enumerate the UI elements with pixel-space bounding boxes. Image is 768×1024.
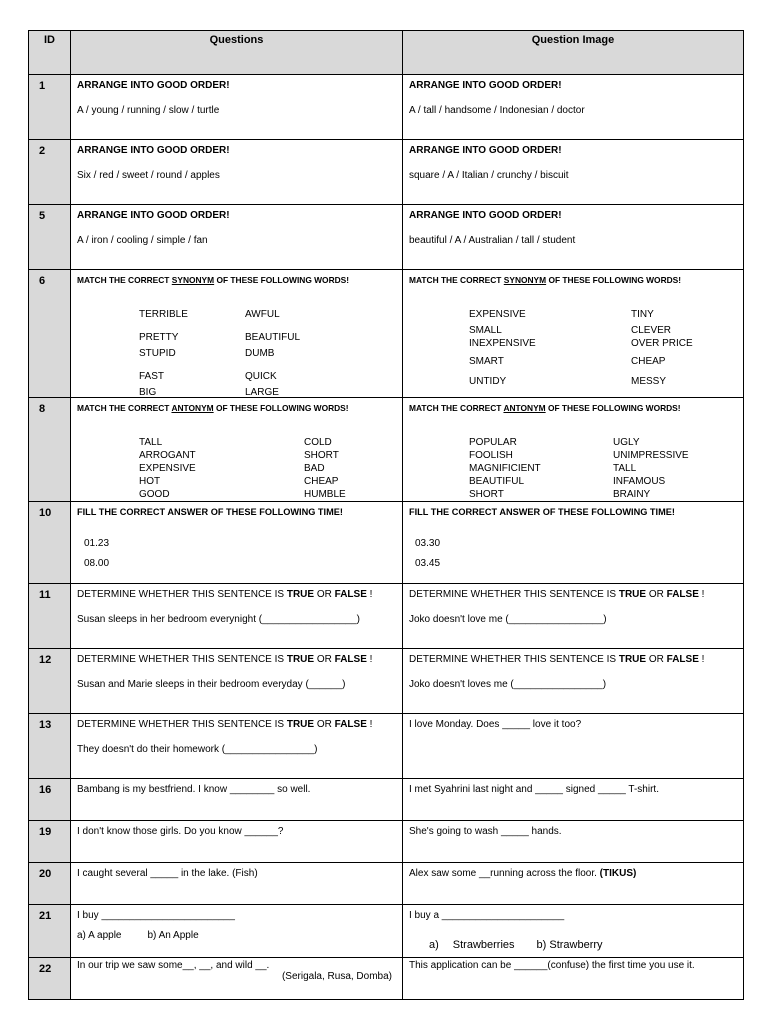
word-left: TALL — [139, 437, 163, 448]
row-id: 13 — [29, 714, 71, 779]
question-text: A / young / running / slow / turtle — [77, 105, 220, 116]
image-text: beautiful / A / Australian / tall / student — [409, 235, 576, 246]
row-id: 2 — [29, 140, 71, 205]
row-id: 22 — [29, 958, 71, 1000]
question-text: In our trip we saw some__, __, and wild __. — [77, 960, 270, 971]
word-left: EXPENSIVE — [469, 309, 526, 320]
question-text: I buy ________________________ — [77, 910, 235, 921]
image-text: She's going to wash _____ hands. — [409, 826, 562, 837]
word-left: FOOLISH — [469, 450, 513, 461]
word-right: HUMBLE — [304, 489, 346, 500]
word-left: PRETTY — [139, 332, 179, 343]
table-row — [29, 75, 744, 140]
image-text: Joko doesn't love me (_________________) — [409, 614, 607, 625]
row-id: 1 — [29, 75, 71, 140]
word-left: MAGNIFICIENT — [469, 463, 541, 474]
word-left: SMART — [469, 356, 504, 367]
row-id: 20 — [29, 863, 71, 905]
word-right: TINY — [631, 309, 654, 320]
word-left: UNTIDY — [469, 376, 507, 387]
word-right: MESSY — [631, 376, 667, 387]
time-item: 03.45 — [415, 558, 441, 569]
word-left: BEAUTIFUL — [469, 476, 525, 487]
row-id: 6 — [29, 270, 71, 398]
word-right: QUICK — [245, 371, 277, 382]
word-right: AWFUL — [245, 309, 280, 320]
image-text: I met Syahrini last night and _____ signed _____ T-shirt. — [409, 784, 659, 795]
word-left: HOT — [139, 476, 161, 487]
table-row — [29, 584, 744, 649]
row-id: 8 — [29, 398, 71, 502]
question-text: A / iron / cooling / simple / fan — [77, 235, 208, 246]
word-right: BAD — [304, 463, 325, 474]
question-text: I don't know those girls. Do you know ______? — [77, 826, 284, 837]
worksheet-table — [28, 30, 744, 1000]
image-title: DETERMINE WHETHER THIS SENTENCE IS TRUE OR FALSE ! — [409, 654, 705, 665]
question-text: They doesn't do their homework (________________) — [77, 744, 318, 755]
word-right: LARGE — [245, 387, 279, 398]
question-title: FILL THE CORRECT ANSWER OF THESE FOLLOWING TIME! — [77, 507, 343, 517]
question-text: Six / red / sweet / round / apples — [77, 170, 220, 181]
header-questions: Questions — [71, 31, 403, 75]
header-question-image: Question Image — [403, 31, 744, 75]
word-right: DUMB — [245, 348, 275, 359]
word-left: ARROGANT — [139, 450, 196, 461]
time-item: 03.30 — [415, 538, 441, 549]
question-text: Bambang is my bestfriend. I know ________ so well. — [77, 784, 311, 795]
table-row — [29, 779, 744, 821]
image-text: I buy a ______________________ — [409, 910, 565, 921]
row-id: 21 — [29, 905, 71, 958]
row-id: 16 — [29, 779, 71, 821]
question-title: MATCH THE CORRECT ANTONYM OF THESE FOLLOWING WORDS! — [77, 403, 349, 413]
word-right: SHORT — [304, 450, 339, 461]
word-right: CLEVER — [631, 325, 672, 336]
time-item: 01.23 — [84, 538, 110, 549]
time-item: 08.00 — [84, 558, 110, 569]
image-title: MATCH THE CORRECT SYNONYM OF THESE FOLLOWING WORDS! — [409, 275, 682, 285]
word-left: SMALL — [469, 325, 502, 336]
row-id: 19 — [29, 821, 71, 863]
table-row — [29, 398, 744, 502]
word-left: FAST — [139, 371, 165, 382]
word-right: BEAUTIFUL — [245, 332, 301, 343]
image-title: ARRANGE INTO GOOD ORDER! — [409, 80, 562, 91]
image-text: A / tall / handsome / Indonesian / doctor — [409, 105, 585, 116]
image-text: square / A / Italian / crunchy / biscuit — [409, 170, 569, 181]
table-row — [29, 821, 744, 863]
question-title: DETERMINE WHETHER THIS SENTENCE IS TRUE OR FALSE ! — [77, 719, 373, 730]
question-text: I caught several _____ in the lake. (Fish) — [77, 868, 258, 879]
word-right: BRAINY — [613, 489, 651, 500]
word-left: TERRIBLE — [139, 309, 188, 320]
header-id: ID — [29, 31, 71, 75]
table-row — [29, 140, 744, 205]
row-id: 5 — [29, 205, 71, 270]
row-id: 10 — [29, 502, 71, 584]
row-id: 12 — [29, 649, 71, 714]
word-left: POPULAR — [469, 437, 517, 448]
image-title: ARRANGE INTO GOOD ORDER! — [409, 145, 562, 156]
question-title: ARRANGE INTO GOOD ORDER! — [77, 80, 230, 91]
word-right: CHEAP — [631, 356, 666, 367]
word-right: INFAMOUS — [613, 476, 666, 487]
image-text: Joko doesn't loves me (________________) — [409, 679, 607, 690]
answer-options: a) Strawberries b) Strawberry — [429, 939, 603, 951]
table-row — [29, 270, 744, 398]
question-title: DETERMINE WHETHER THIS SENTENCE IS TRUE OR FALSE ! — [77, 589, 373, 600]
word-right: UGLY — [613, 437, 640, 448]
question-title: MATCH THE CORRECT SYNONYM OF THESE FOLLOWING WORDS! — [77, 275, 350, 285]
word-left: SHORT — [469, 489, 504, 500]
word-right: OVER PRICE — [631, 338, 693, 349]
question-title: ARRANGE INTO GOOD ORDER! — [77, 210, 230, 221]
word-left: EXPENSIVE — [139, 463, 196, 474]
image-title: MATCH THE CORRECT ANTONYM OF THESE FOLLOWING WORDS! — [409, 403, 681, 413]
table-row — [29, 905, 744, 958]
image-title: ARRANGE INTO GOOD ORDER! — [409, 210, 562, 221]
image-text: Alex saw some __running across the floor. (TIKUS) — [409, 868, 637, 879]
header-row — [29, 31, 744, 75]
question-title: ARRANGE INTO GOOD ORDER! — [77, 145, 230, 156]
question-title: DETERMINE WHETHER THIS SENTENCE IS TRUE OR FALSE ! — [77, 654, 373, 665]
image-text: I love Monday. Does _____ love it too? — [409, 719, 582, 730]
table-row — [29, 863, 744, 905]
answer-options: a) A apple b) An Apple — [77, 930, 199, 941]
row-id: 11 — [29, 584, 71, 649]
word-left: BIG — [139, 387, 157, 398]
question-text: Susan and Marie sleeps in their bedroom everyday (______) — [77, 679, 346, 690]
question-hint: (Serigala, Rusa, Domba) — [281, 971, 392, 982]
table-row — [29, 502, 744, 584]
table-row — [29, 958, 744, 1000]
image-text: This application can be ______(confuse) the first time you use it. — [409, 960, 695, 971]
word-right: COLD — [304, 437, 332, 448]
word-right: TALL — [613, 463, 637, 474]
table-row — [29, 714, 744, 779]
question-text: Susan sleeps in her bedroom everynight (_________________) — [77, 614, 360, 625]
word-right: CHEAP — [304, 476, 339, 487]
table-row — [29, 205, 744, 270]
word-left: GOOD — [139, 489, 170, 500]
word-left: STUPID — [139, 348, 176, 359]
word-left: INEXPENSIVE — [469, 338, 536, 349]
word-right: UNIMPRESSIVE — [613, 450, 689, 461]
table-row — [29, 649, 744, 714]
image-title: FILL THE CORRECT ANSWER OF THESE FOLLOWING TIME! — [409, 507, 675, 517]
image-title: DETERMINE WHETHER THIS SENTENCE IS TRUE OR FALSE ! — [409, 589, 705, 600]
